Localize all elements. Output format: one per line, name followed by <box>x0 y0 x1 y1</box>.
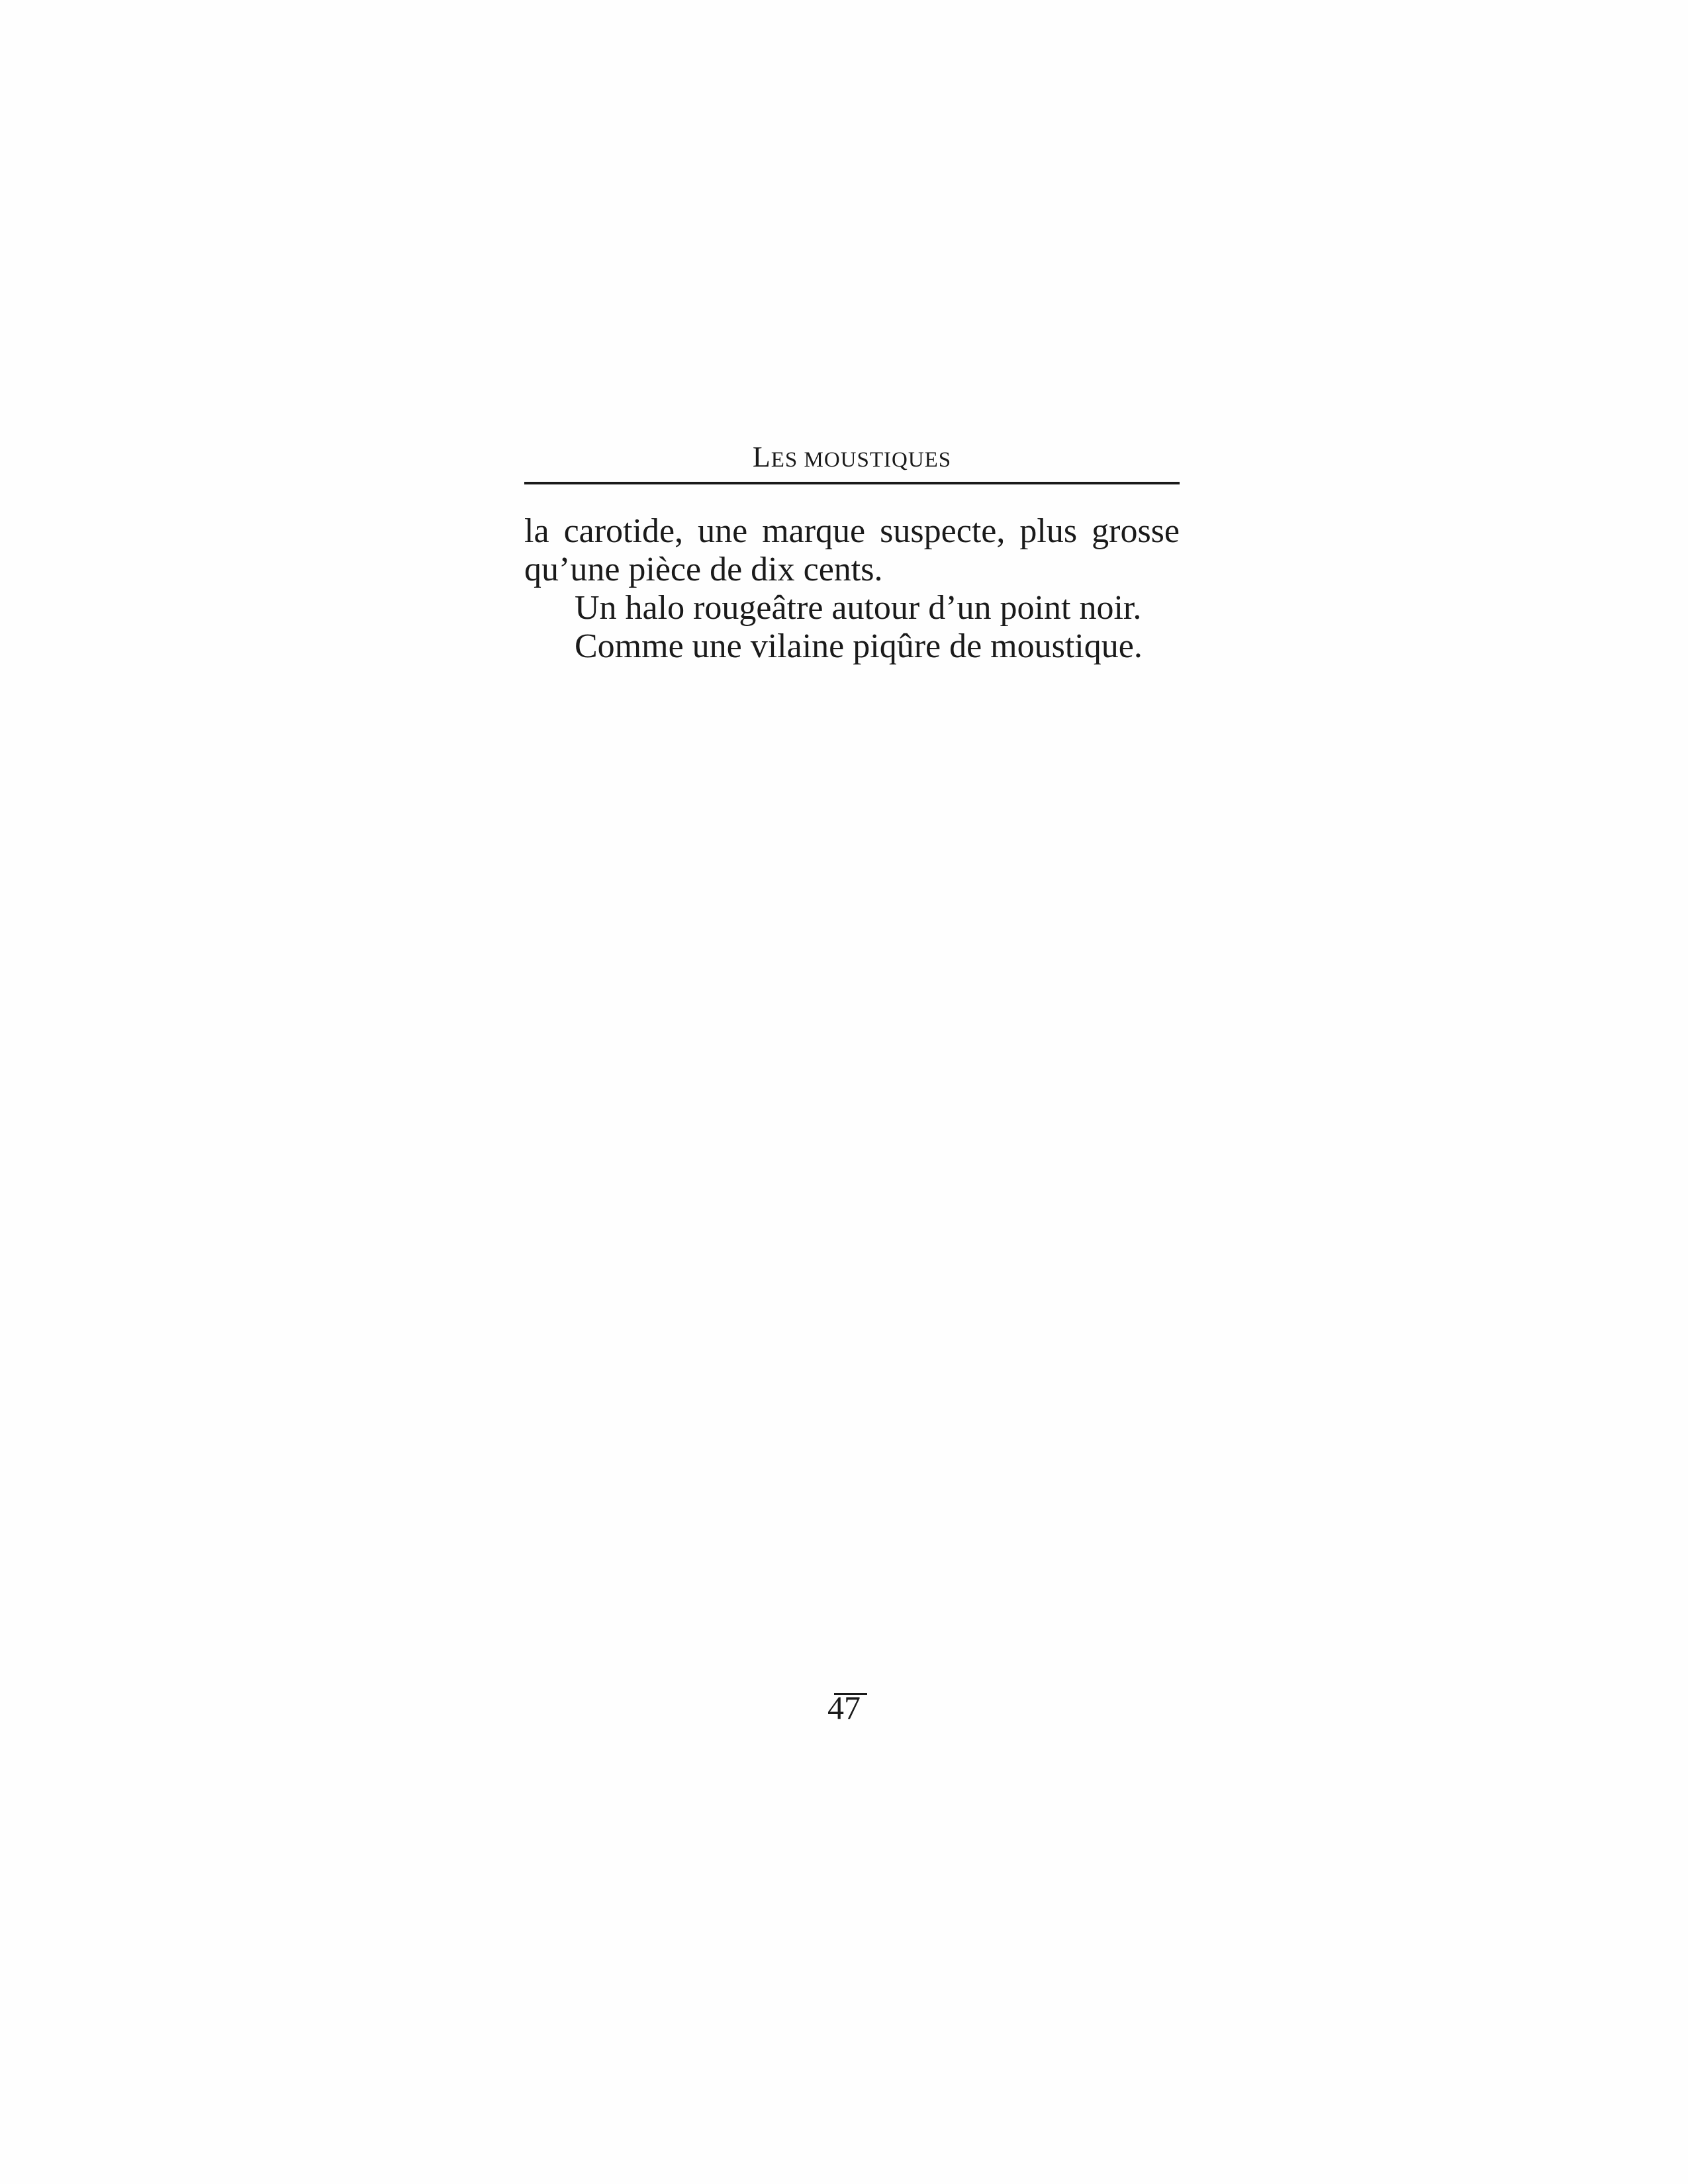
body-line: qu’une pièce de dix cents. <box>524 551 883 588</box>
running-head-title: ES MOUSTIQUES <box>771 448 952 472</box>
running-head <box>524 438 1180 477</box>
page-number: 47 <box>827 1689 861 1726</box>
header-rule <box>524 482 1180 484</box>
body-paragraph: Un halo rougeâtre autour d’un point noir. <box>575 589 1142 627</box>
body-paragraph: Comme une vilaine piqûre de moustique. <box>575 627 1143 665</box>
running-head-initial: L <box>752 441 771 473</box>
body-text <box>524 512 1180 666</box>
text-block <box>524 438 1180 666</box>
body-line: la carotide, une marque suspecte, plus grosse <box>524 512 1180 550</box>
